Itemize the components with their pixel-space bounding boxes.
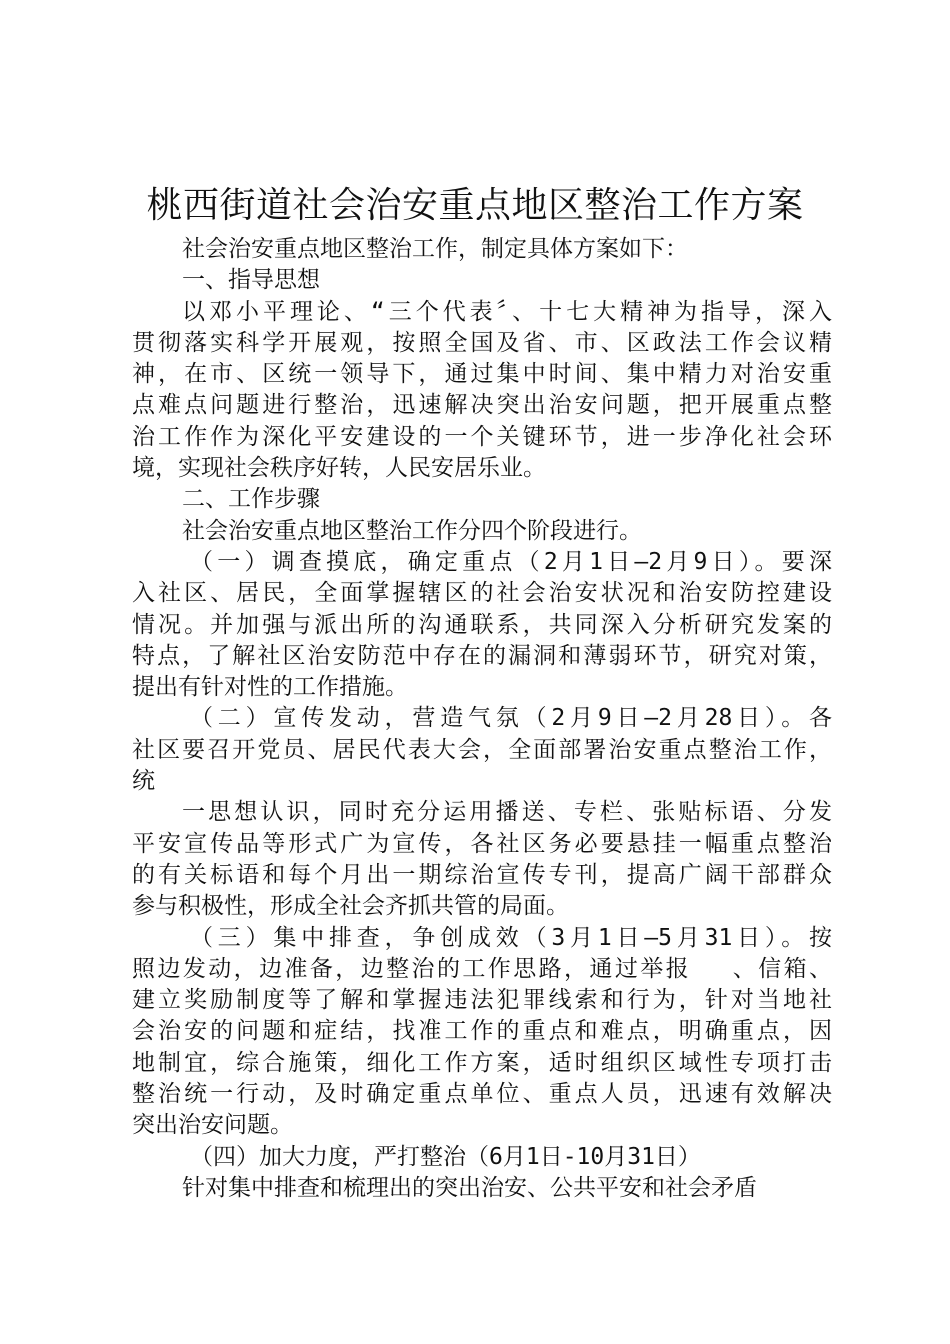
paragraph-line: 以邓小平理论、“三个代表〞、十七大精神为指导，深入 bbox=[182, 298, 832, 325]
document-body bbox=[132, 234, 832, 1204]
paragraph-line: 点难点问题进行整治，迅速解决突出治安问题，把开展重点整 bbox=[132, 392, 832, 419]
document-title: 桃西街道社会治安重点地区整治工作方案 bbox=[146, 185, 804, 226]
paragraph-line: 的有关标语和每个月出一期综治宣传专刊，提高广阔干部群众 bbox=[132, 861, 832, 888]
paragraph-line: 贯彻落实科学开展观，按照全国及省、市、区政法工作会议精 bbox=[132, 329, 832, 356]
section-heading: 二、工作步骤 bbox=[182, 486, 320, 513]
paragraph-line: 社区要召开党员、居民代表大会，全面部署治安重点整治工作， bbox=[132, 736, 832, 763]
paragraph-line: （三）集中排查，争创成效（3月1日—5月31日）。按 bbox=[190, 924, 832, 951]
section-heading: 一、指导思想 bbox=[182, 267, 320, 294]
paragraph-line: 整治统一行动，及时确定重点单位、重点人员，迅速有效解决 bbox=[132, 1081, 832, 1108]
paragraph-line: 照边发动，边准备，边整治的工作思路，通过举报 、信箱、 bbox=[132, 955, 832, 982]
paragraph-line: 会治安的问题和症结，找准工作的重点和难点，明确重点，因 bbox=[132, 1018, 832, 1045]
paragraph-line: 境，实现社会秩序好转，人民安居乐业。 bbox=[132, 455, 546, 482]
paragraph-line: 情况。并加强与派出所的沟通联系，共同深入分析研究发案的 bbox=[132, 611, 832, 638]
paragraph-line: 突出治安问题。 bbox=[132, 1112, 293, 1139]
paragraph-line: 社会治安重点地区整治工作分四个阶段进行。 bbox=[182, 517, 642, 544]
paragraph-line: 参与积极性，形成全社会齐抓共管的局面。 bbox=[132, 893, 569, 920]
paragraph-line: 治工作作为深化平安建设的一个关键环节，进一步净化社会环 bbox=[132, 423, 832, 450]
paragraph-line: 社会治安重点地区整治工作，制定具体方案如下： bbox=[182, 236, 688, 262]
paragraph-line: 建立奖励制度等了解和掌握违法犯罪线索和行为，针对当地社 bbox=[132, 987, 832, 1014]
paragraph-line: （一）调查摸底，确定重点（2月1日—2月9日）。要深 bbox=[190, 548, 832, 575]
paragraph-line: 特点，了解社区治安防范中存在的漏洞和薄弱环节，研究对策， bbox=[132, 642, 832, 669]
paragraph-line: 针对集中排查和梳理出的突出治安、公共平安和社会矛盾 bbox=[182, 1174, 757, 1201]
paragraph-line: 提出有针对性的工作措施。 bbox=[132, 674, 408, 701]
paragraph-line: 地制宜，综合施策，细化工作方案，适时组织区域性专项打击 bbox=[132, 1049, 832, 1076]
paragraph-line: （二）宣传发动，营造气氛（2月9日—2月28日）。各 bbox=[190, 705, 832, 732]
paragraph-line: 统 bbox=[132, 768, 155, 795]
paragraph-line: 平安宣传品等形式广为宣传，各社区务必要悬挂一幅重点整治 bbox=[132, 830, 832, 857]
paragraph-line: 一思想认识，同时充分运用播送、专栏、张贴标语、分发 bbox=[182, 799, 832, 826]
paragraph-line: 神，在市、区统一领导下，通过集中时间、集中精力对治安重 bbox=[132, 361, 832, 388]
paragraph-line: 入社区、居民，全面掌握辖区的社会治安状况和治安防控建设 bbox=[132, 580, 832, 607]
paragraph-line: （四）加大力度，严打整治（6月1日-10月31日） bbox=[190, 1143, 701, 1170]
